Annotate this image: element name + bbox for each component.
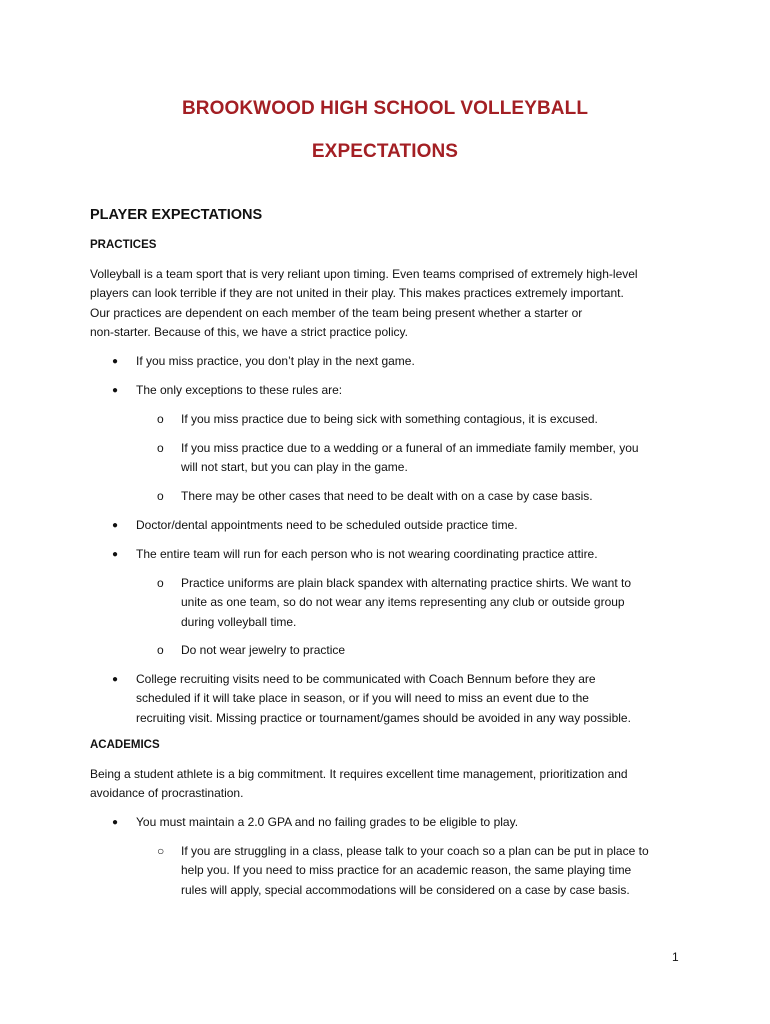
list-item-text: Practice uniforms are plain black spandex with alternating practice shirts. We want to xyxy=(181,576,631,590)
document-title-line-2: EXPECTATIONS xyxy=(311,141,459,162)
list-item-text: The entire team will run for each person who is not wearing coordinating practice attire. xyxy=(136,547,598,561)
list-item-text: Doctor/dental appointments need to be scheduled outside practice time. xyxy=(136,518,518,532)
subheading-practices: PRACTICES xyxy=(90,239,157,251)
practices-paragraph xyxy=(90,265,680,342)
list-item xyxy=(181,439,681,478)
list-item-text: rules will apply, special accommodations will be considered on a case by case basis. xyxy=(181,882,630,897)
list-item xyxy=(136,352,696,371)
list-item xyxy=(136,516,696,535)
sub-bullet-marker: o xyxy=(157,441,164,455)
list-item xyxy=(181,410,681,429)
sub-bullet-marker: o xyxy=(157,643,164,657)
list-item-text: will not start, but you can play in the game. xyxy=(181,460,408,475)
bullet-marker: ● xyxy=(112,549,119,560)
list-item xyxy=(181,842,681,900)
list-item xyxy=(181,487,681,506)
paragraph-line: non-starter. Because of this, we have a strict practice policy. xyxy=(90,324,408,339)
list-item-text: If you are struggling in a class, please talk to your coach so a plan can be put in place to xyxy=(181,844,649,858)
page-number: 1 xyxy=(672,950,679,964)
list-item xyxy=(136,670,696,728)
subheading-academics: ACADEMICS xyxy=(90,739,160,751)
section-heading-player-expectations: PLAYER EXPECTATIONS xyxy=(90,207,263,223)
paragraph-line: Volleyball is a team sport that is very reliant upon timing. Even teams comprised of extremely high-level xyxy=(90,267,638,281)
list-item xyxy=(136,545,696,564)
document-title-line-1: BROOKWOOD HIGH SCHOOL VOLLEYBALL xyxy=(181,98,589,119)
list-item xyxy=(136,813,696,832)
list-item-text: You must maintain a 2.0 GPA and no failing grades to be eligible to play. xyxy=(136,815,519,829)
list-item-text: The only exceptions to these rules are: xyxy=(136,383,343,397)
list-item xyxy=(181,574,681,632)
paragraph-line: Our practices are dependent on each member of the team being present whether a starter or xyxy=(90,305,583,320)
list-item-text: recruiting visit. Missing practice or tournament/games should be avoided in any way possible. xyxy=(136,710,631,725)
list-item-text: during volleyball time. xyxy=(181,614,297,629)
list-item-text: scheduled if it will take place in season, or if you will need to miss an event due to the xyxy=(136,691,589,706)
list-item-text: Do not wear jewelry to practice xyxy=(181,643,346,657)
sub-bullet-marker: o xyxy=(157,412,164,426)
list-item xyxy=(181,641,681,660)
bullet-marker: ● xyxy=(112,674,119,685)
bullet-marker: ● xyxy=(112,817,119,828)
list-item-text: If you miss practice, you don’t play in the next game. xyxy=(136,354,415,368)
academics-paragraph xyxy=(90,765,680,804)
list-item-text: If you miss practice due to being sick with something contagious, it is excused. xyxy=(181,412,598,426)
paragraph-line: avoidance of procrastination. xyxy=(90,786,244,801)
list-item-text: help you. If you need to miss practice for an academic reason, the same playing time xyxy=(181,863,632,878)
paragraph-line: players can look terrible if they are not united in their play. This makes practices extremely important. xyxy=(90,286,624,301)
bullet-marker: ● xyxy=(112,356,119,367)
bullet-marker: ● xyxy=(112,520,119,531)
list-item-text: College recruiting visits need to be communicated with Coach Bennum before they are xyxy=(136,672,596,686)
list-item xyxy=(136,381,696,400)
sub-bullet-marker: ○ xyxy=(157,844,165,858)
paragraph-line: Being a student athlete is a big commitment. It requires excellent time management, prioritization and xyxy=(90,767,628,781)
list-item-text: If you miss practice due to a wedding or a funeral of an immediate family member, you xyxy=(181,441,639,455)
list-item-text: There may be other cases that need to be dealt with on a case by case basis. xyxy=(181,489,593,503)
sub-bullet-marker: o xyxy=(157,489,164,503)
sub-bullet-marker: o xyxy=(157,576,164,590)
bullet-marker: ● xyxy=(112,385,119,396)
list-item-text: unite as one team, so do not wear any items representing any club or outside group xyxy=(181,595,625,610)
